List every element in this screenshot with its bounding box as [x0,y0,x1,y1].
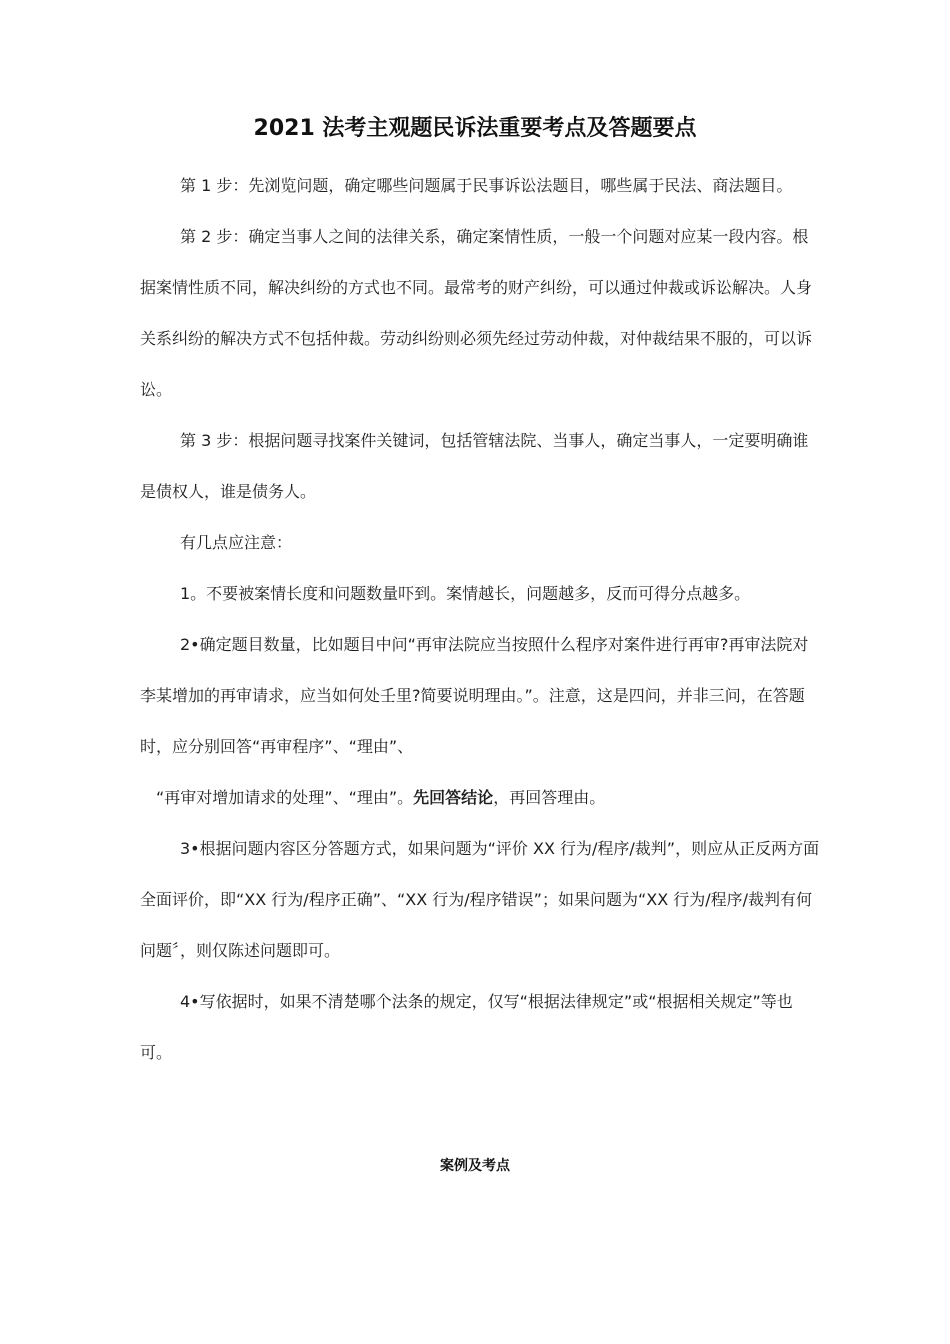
section-heading: 案例及考点 [440,1158,510,1174]
paragraph-note-1: 1。不要被案情长度和问题数量吓到。案情越长，问题越多，反而可得分点越多。 [180,584,751,603]
note-2-continued-tail: ，再回答理由。 [493,788,606,807]
document-body [140,160,820,1078]
document-title: 2021 法考主观题民诉法重要考点及答题要点 [253,116,697,141]
paragraph-note-4: 4•写依据时，如果不清楚哪个法条的规定，仅写“根据法律规定”或“根据相关规定”等也可。 [140,992,793,1062]
paragraph-step-3: 第 3 步：根据问题寻找案件关键词，包括管辖法院、当事人，确定当事人，一定要明确谁是债权人，谁是债务人。 [140,431,809,501]
paragraph-note-3: 3•根据问题内容区分答题方式，如果问题为“评价 XX 行为/程序/裁判”，则应从正反两方面全面评价，即“XX 行为/程序正确”、“XX 行为/程序错误”；如果问题为“XX 行为/程序/裁判有何问题〞，则仅陈述问题即可。 [140,839,820,960]
paragraph-note-2: 2•确定题目数量，比如题目中问“再审法院应当按照什么程序对案件进行再审?再审法院对李某增加的再审请求，应当如何处壬里?简要说明理由。”。注意，这是四问，并非三问，在答题时，应分别回答“再审程序”、“理由”、 [140,635,809,756]
paragraph-notes-intro: 有几点应注意： [180,533,293,552]
paragraph-step-1: 第 1 步：先浏览问题，确定哪些问题属于民事诉讼法题目，哪些属于民法、商法题目。 [180,176,793,195]
note-2-continued-text: “再审对增加请求的处理”、“理由”。 [156,788,414,807]
paragraph-note-2-continued [140,772,820,823]
note-2-emphasis: 先回答结论 [413,788,494,807]
paragraph-step-2: 第 2 步：确定当事人之间的法律关系，确定案情性质，一般一个问题对应某一段内容。根据案情性质不同，解决纠纷的方式也不同。最常考的财产纠纷，可以通过仲裁或诉讼解决。人身关系纠纷的解决方式不包括仲裁。劳动纠纷则必须先经过劳动仲裁，对仲裁结果不服的，可以诉讼。 [140,227,813,399]
